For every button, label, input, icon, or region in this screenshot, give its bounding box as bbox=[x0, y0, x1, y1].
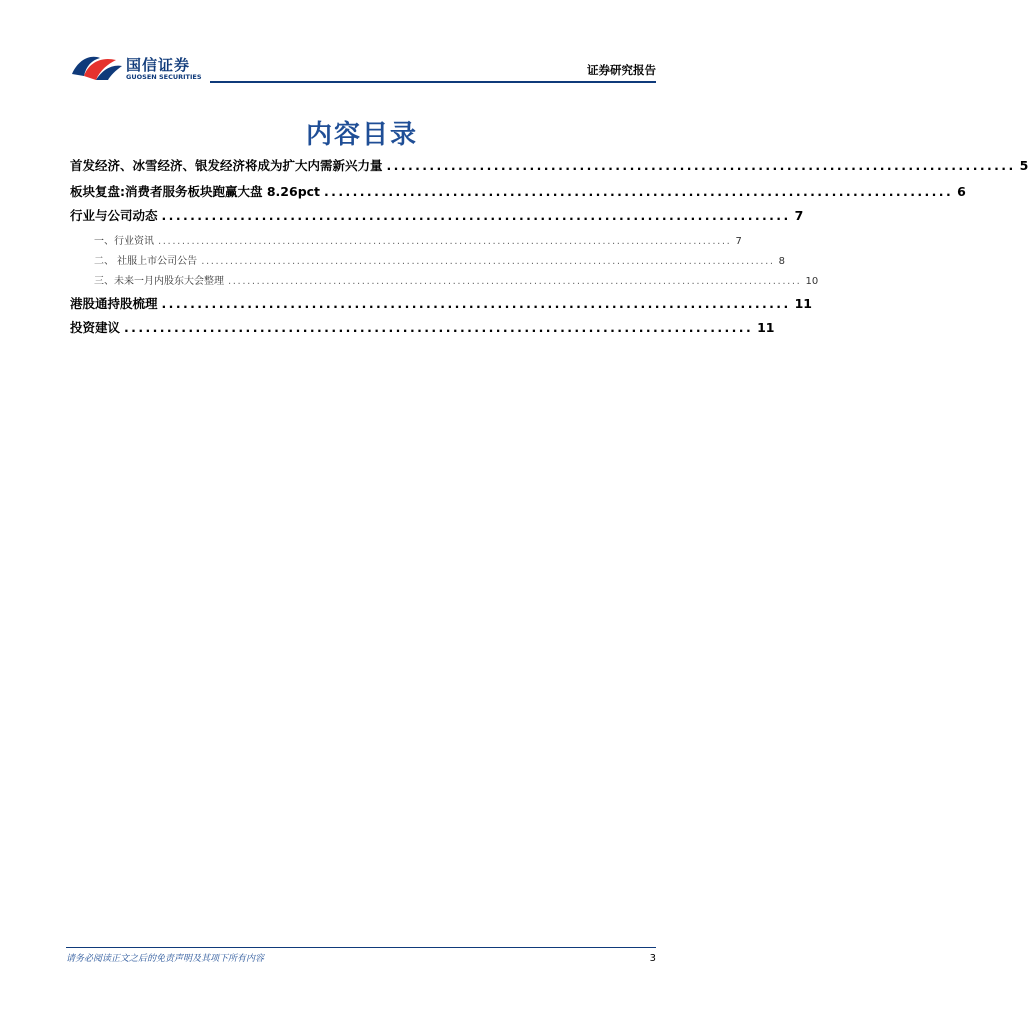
toc-title: 内容目录 bbox=[305, 120, 418, 150]
toc-leader-dots: ........................................................................................ bbox=[324, 184, 954, 199]
toc-leader-dots: ........................................................................................................................ bbox=[158, 236, 732, 247]
toc-entry[interactable] bbox=[70, 318, 775, 336]
toc-entry[interactable] bbox=[70, 182, 966, 200]
toc-entry-label: 投资建议 bbox=[70, 320, 121, 335]
page-header bbox=[70, 50, 656, 84]
footer-disclaimer: 请务必阅读正文之后的免责声明及其项下所有内容 bbox=[66, 954, 265, 964]
guosen-logo-mark-icon bbox=[70, 50, 124, 82]
toc-subentry[interactable] bbox=[70, 252, 786, 267]
toc-entry-label: 首发经济、冰雪经济、银发经济将成为扩大内需新兴力量 bbox=[70, 158, 383, 173]
toc-entry-page: 8 bbox=[778, 256, 786, 267]
toc-entry-label: 板块复盘:消费者服务板块跑赢大盘 8.26pct bbox=[70, 184, 321, 199]
toc-entry[interactable] bbox=[70, 156, 1028, 174]
report-type-label: 证券研究报告 bbox=[587, 63, 656, 77]
toc-entry-label: 行业与公司动态 bbox=[70, 208, 158, 223]
toc-leader-dots: ........................................................................................................................ bbox=[201, 256, 775, 267]
toc-entry-page: 10 bbox=[805, 276, 819, 287]
toc-leader-dots: ........................................................................................ bbox=[386, 158, 1016, 173]
footer-divider bbox=[66, 947, 656, 948]
logo-chinese-name: 国信证券 bbox=[126, 56, 191, 74]
toc-leader-dots: ........................................................................................ bbox=[161, 208, 791, 223]
toc-entry-page: 7 bbox=[735, 236, 742, 247]
header-divider bbox=[210, 81, 656, 83]
toc-entry[interactable] bbox=[70, 206, 804, 224]
toc-entry-label: 一、行业资讯 bbox=[94, 236, 154, 247]
toc-entry[interactable] bbox=[70, 294, 812, 312]
toc-entry-page: 11 bbox=[794, 296, 812, 311]
toc-subentry[interactable] bbox=[70, 272, 819, 287]
logo-english-name: GUOSEN SECURITIES bbox=[126, 73, 202, 81]
toc-leader-dots: ........................................................................................ bbox=[124, 320, 754, 335]
toc-entry-page: 6 bbox=[957, 184, 966, 199]
toc-entry-page: 11 bbox=[757, 320, 775, 335]
guosen-logo bbox=[70, 50, 230, 82]
toc-leader-dots: ........................................................................................................................ bbox=[228, 276, 802, 287]
page-number: 3 bbox=[649, 953, 656, 964]
toc-leader-dots: ........................................................................................ bbox=[161, 296, 791, 311]
toc-entry-label: 三、未来一月内股东大会整理 bbox=[94, 276, 224, 287]
toc-entry-label: 港股通持股梳理 bbox=[70, 296, 158, 311]
toc-subentry[interactable] bbox=[70, 232, 742, 247]
toc-entry-page: 7 bbox=[794, 208, 804, 223]
toc-entry-page: 5 bbox=[1019, 158, 1028, 173]
toc-entry-label: 二、 社服上市公司公告 bbox=[94, 256, 198, 267]
